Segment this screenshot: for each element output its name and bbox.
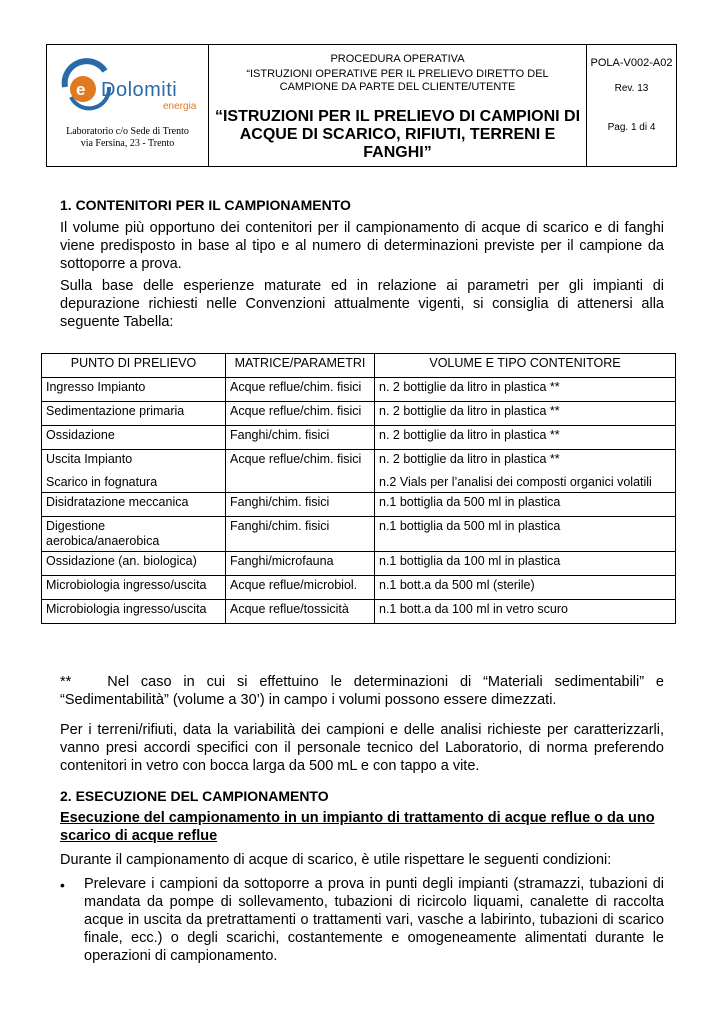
section-1-paragraph-1: Il volume più opportuno dei contenitori per il campionamento di acque di scarico e di fanghi viene predisposto in base al tipo e al numero di determinazioni previste per il campione da sottoporre a prova. (60, 220, 664, 272)
cell-line: Acque reflue/chim. fisici (230, 452, 362, 466)
lab-address (47, 126, 208, 150)
title-cell (209, 45, 587, 166)
section-1-title: 1. CONTENITORI PER IL CAMPIONAMENTO (60, 197, 351, 213)
container-table (41, 353, 676, 624)
table-cell: n.1 bott.a da 100 ml in vetro scuro (375, 600, 676, 624)
procedure-subtitle: “ISTRUZIONI OPERATIVE PER IL PRELIEVO DIRETTO DEL CAMPIONE DA PARTE DEL CLIENTE/UTENTE (246, 68, 549, 93)
column-header: PUNTO DI PRELIEVO (42, 354, 226, 378)
document-header (46, 44, 677, 167)
table-cell: Disidratazione meccanica (42, 493, 226, 517)
table-cell: Microbiologia ingresso/uscita (42, 600, 226, 624)
table-cell: Acque reflue/microbiol. (226, 576, 375, 600)
cell-line: n. 2 bottiglie da litro in plastica ** (379, 452, 560, 466)
lab-address-line1: Laboratorio c/o Sede di Trento (66, 126, 189, 137)
table-cell: Fanghi/chim. fisici (226, 493, 375, 517)
table-cell: n.1 bott.a da 500 ml (sterile) (375, 576, 676, 600)
section-2-intro: Durante il campionamento di acque di scarico, è utile rispettare le seguenti condizioni: (60, 852, 612, 868)
table-cell: Sedimentazione primaria (42, 402, 226, 426)
logo-subtitle: energia (163, 101, 197, 112)
table-row (42, 493, 676, 517)
table-cell (375, 450, 676, 493)
column-header: VOLUME E TIPO CONTENITORE (375, 354, 676, 378)
cell-line: Scarico in fognatura (46, 475, 158, 489)
revision-number: Rev. 13 (614, 83, 649, 94)
logo-name: Dolomiti (101, 79, 178, 101)
section-2-subtitle: Esecuzione del campionamento in un impianto di trattamento di acque reflue o da uno scarico di acque reflue (60, 810, 655, 844)
document-code: POLA-V002-A02 (590, 57, 673, 69)
table-cell: Fanghi/microfauna (226, 552, 375, 576)
table-cell: Ossidazione (an. biologica) (42, 552, 226, 576)
cell-line: n.2 Vials per l’analisi dei composti organici volatili (379, 475, 652, 489)
logo-cell (47, 45, 209, 166)
section-1-paragraph-2: Sulla base delle esperienze maturate ed in relazione ai parametri per gli impianti di depurazione richiesti nelle Convenzioni attualmente vigenti, si consiglia di attenersi alla seguente Tabella: (60, 278, 664, 330)
table-cell: Ingresso Impianto (42, 378, 226, 402)
table-row (42, 600, 676, 624)
table-header-row (42, 354, 676, 378)
table-cell: Fanghi/chim. fisici (226, 517, 375, 552)
table-cell: n. 2 bottiglie da litro in plastica ** (375, 426, 676, 450)
table-cell: n.1 bottiglia da 500 ml in plastica (375, 493, 676, 517)
table-row (42, 552, 676, 576)
cell-line: Uscita Impianto (46, 452, 133, 466)
table-cell: Acque reflue/tossicità (226, 600, 375, 624)
table-cell: Microbiologia ingresso/uscita (42, 576, 226, 600)
bullet-item-1: Prelevare i campioni da sottoporre a prova in punti degli impianti (stramazzi, tubazioni di mandata da pompe di sollevamento, tubazioni di ricircolo liquami, canalette di raccolta acque in uscita da pretrattamenti o trattamenti vari, vasche a labirinto, tubazioni di scarico finale, ecc.) o degli scarichi, costantemente e omogeneamente alimentati durante le operazioni di campionamento. (84, 876, 664, 964)
table-cell: Digestione aerobica/anaerobica (42, 517, 226, 552)
table-row (42, 402, 676, 426)
table-cell (226, 450, 375, 493)
table-cell: n.1 bottiglia da 100 ml in plastica (375, 552, 676, 576)
table-cell (42, 450, 226, 493)
bullet-marker: • (60, 877, 65, 893)
table-cell: Ossidazione (42, 426, 226, 450)
lab-address-line2: via Fersina, 23 - Trento (80, 138, 175, 149)
company-logo (57, 57, 197, 115)
section-2-title: 2. ESECUZIONE DEL CAMPIONAMENTO (60, 788, 329, 804)
table-row (42, 450, 676, 493)
note-terreni-rifiuti: Per i terreni/rifiuti, data la variabilità dei campioni e delle analisi richieste per caratterizzarli, vanno presi accordi specifici con il personale tecnico del Laboratorio, di norma preferendo contenitori in vetro con bocca larga da 500 mL e con tappo a vite. (60, 722, 664, 774)
procedure-label: PROCEDURA OPERATIVA (330, 53, 465, 65)
note-text: Nel caso in cui si effettuino le determinazioni di “Materiali sedimentabili” e “Sedimentabilità” (volume a 30’) in campo i volumi possono essere dimezzati. (60, 674, 664, 708)
table-cell: Fanghi/chim. fisici (226, 426, 375, 450)
table-cell: Acque reflue/chim. fisici (226, 402, 375, 426)
table-cell: n. 2 bottiglie da litro in plastica ** (375, 378, 676, 402)
column-header: MATRICE/PARAMETRI (226, 354, 375, 378)
table-row (42, 517, 676, 552)
table-row (42, 576, 676, 600)
table-cell: n. 2 bottiglie da litro in plastica ** (375, 402, 676, 426)
note-sedimentabili (60, 673, 664, 709)
table-row (42, 378, 676, 402)
table-cell: n.1 bottiglia da 500 ml in plastica (375, 517, 676, 552)
note-marker: ** (60, 674, 72, 690)
page-number: Pag. 1 di 4 (607, 122, 656, 133)
svg-text:e: e (76, 80, 86, 99)
table-cell: Acque reflue/chim. fisici (226, 378, 375, 402)
table-row (42, 426, 676, 450)
doc-info-cell (587, 45, 676, 166)
document-title: “ISTRUZIONI PER IL PRELIEVO DI CAMPIONI DI ACQUE DI SCARICO, RIFIUTI, TERRENI E FANGHI” (214, 108, 581, 161)
